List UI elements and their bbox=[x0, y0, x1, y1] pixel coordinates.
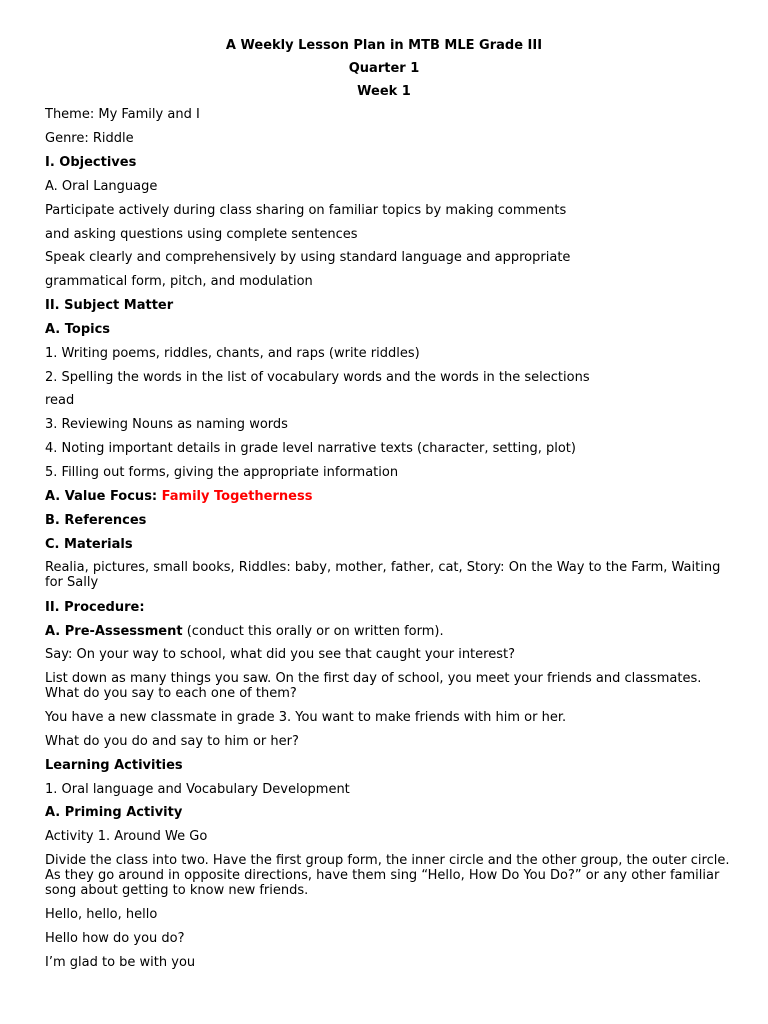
objective-item: Speak clearly and comprehensively by using standard language and appropriate bbox=[45, 250, 571, 265]
objective-item-continued: grammatical form, pitch, and modulation bbox=[45, 274, 313, 289]
divide-class-paragraph: Divide the class into two. Have the first group form, the inner circle and the other group, the outer circle. As they go around in opposite directions, have them sing “Hello, How Do You Do?” or any other familiar song about getting to know new friends. bbox=[45, 853, 730, 898]
value-focus-line bbox=[45, 489, 735, 504]
genre-line: Genre: Riddle bbox=[45, 131, 134, 146]
topic-item: 4. Noting important details in grade level narrative texts (character, setting, plot) bbox=[45, 441, 576, 456]
topic-item-continued: read bbox=[45, 393, 75, 408]
topics-heading: A. Topics bbox=[45, 322, 111, 337]
document-title: A Weekly Lesson Plan in MTB MLE Grade III bbox=[225, 38, 543, 53]
quarter-label: Quarter 1 bbox=[348, 61, 420, 76]
objective-item-continued: and asking questions using complete sentences bbox=[45, 227, 358, 242]
subject-matter-heading: II. Subject Matter bbox=[45, 298, 174, 313]
what-do-line: What do you do and say to him or her? bbox=[45, 734, 299, 749]
objective-item: Participate actively during class sharing on familiar topics by making comments bbox=[45, 203, 567, 218]
topic-item: 2. Spelling the words in the list of vocabulary words and the words in the selections bbox=[45, 370, 590, 385]
song-line: Hello how do you do? bbox=[45, 931, 185, 946]
theme-line: Theme: My Family and I bbox=[45, 107, 200, 122]
topic-item: 3. Reviewing Nouns as naming words bbox=[45, 417, 288, 432]
oral-language-subheading: A. Oral Language bbox=[45, 179, 158, 194]
new-classmate-line: You have a new classmate in grade 3. You want to make friends with him or her. bbox=[45, 710, 567, 725]
value-focus-label: A. Value Focus: bbox=[45, 489, 162, 504]
topic-item: 1. Writing poems, riddles, chants, and raps (write riddles) bbox=[45, 346, 420, 361]
materials-heading: C. Materials bbox=[45, 537, 133, 552]
references-heading: B. References bbox=[45, 513, 147, 528]
song-line: I’m glad to be with you bbox=[45, 955, 196, 970]
procedure-heading: II. Procedure: bbox=[45, 600, 145, 615]
activity-title: Activity 1. Around We Go bbox=[45, 829, 208, 844]
say-line: Say: On your way to school, what did you see that caught your interest? bbox=[45, 647, 515, 662]
week-label: Week 1 bbox=[357, 84, 411, 99]
learning-activities-heading: Learning Activities bbox=[45, 758, 183, 773]
pre-assessment-text: (conduct this orally or on written form). bbox=[182, 624, 444, 639]
objectives-heading: I. Objectives bbox=[45, 155, 137, 170]
pre-assessment-label: A. Pre-Assessment bbox=[45, 624, 183, 639]
materials-text: Realia, pictures, small books, Riddles: baby, mother, father, cat, Story: On the Way to the Farm, Waiting for Sally bbox=[45, 560, 721, 590]
oral-development-line: 1. Oral language and Vocabulary Development bbox=[45, 782, 350, 797]
song-line: Hello, hello, hello bbox=[45, 907, 158, 922]
list-down-paragraph: List down as many things you saw. On the first day of school, you meet your friends and classmates. What do you say to each one of them? bbox=[45, 671, 702, 701]
value-focus-text: Family Togetherness bbox=[161, 489, 313, 504]
priming-activity-heading: A. Priming Activity bbox=[45, 805, 183, 820]
pre-assessment-line bbox=[45, 624, 735, 639]
topic-item: 5. Filling out forms, giving the appropriate information bbox=[45, 465, 399, 480]
